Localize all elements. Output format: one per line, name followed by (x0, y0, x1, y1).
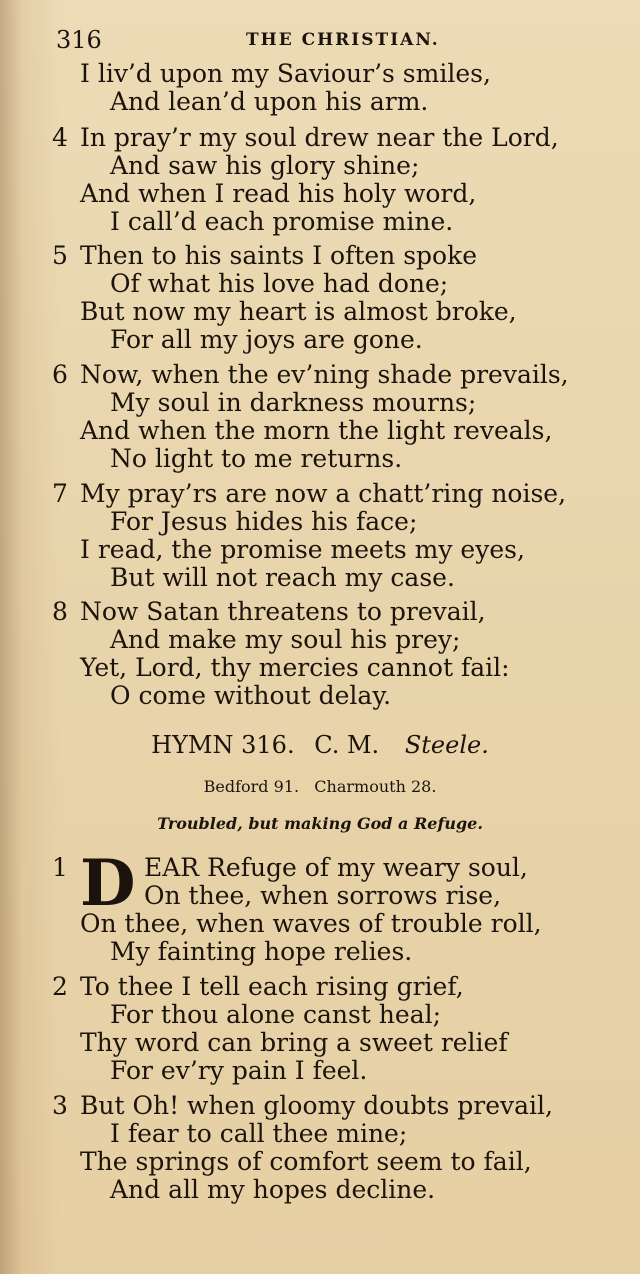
stanza-number: 7 (52, 479, 68, 508)
verse-line: Of what his love had done; (110, 269, 449, 298)
stanza-3 (52, 1092, 622, 1204)
verse-line: But Oh! when gloomy doubts prevail, (80, 1091, 553, 1120)
stanza-7 (52, 480, 622, 592)
verse-line: I fear to call thee mine; (110, 1119, 408, 1148)
stanza-number: 6 (52, 360, 68, 389)
stanza-2 (52, 973, 622, 1085)
stanza-4 (52, 124, 622, 236)
running-head: THE CHRISTIAN. (246, 30, 440, 50)
verse-line: For thou alone canst heal; (110, 1000, 442, 1029)
verse-line: I read, the promise meets my eyes, (80, 535, 525, 564)
stanza-number: 8 (52, 597, 68, 626)
verse-line: And when I read his holy word, (80, 179, 477, 208)
hymn-title (0, 730, 640, 760)
drop-cap: D (80, 846, 136, 921)
verse-line: But now my heart is almost broke, (80, 297, 517, 326)
verse-line: And lean’d upon his arm. (110, 87, 429, 116)
verse-line: On thee, when sorrows rise, (144, 881, 502, 910)
verse-line: In pray’r my soul drew near the Lord, (80, 123, 559, 152)
verse-line: My fainting hope relies. (110, 937, 413, 966)
page-number: 316 (56, 26, 102, 54)
verse-line: For ev’ry pain I feel. (110, 1056, 368, 1085)
stanza-number: 2 (52, 972, 68, 1001)
verse-line: And saw his glory shine; (110, 151, 420, 180)
verse-line: And all my hopes decline. (110, 1175, 436, 1204)
verse-line: And when the morn the light reveals, (80, 416, 553, 445)
stanza-number: 3 (52, 1091, 68, 1120)
verse-line: Now Satan threatens to prevail, (80, 597, 486, 626)
hymn-subtitle: Troubled, but making God a Refuge. (157, 814, 483, 833)
verse-line: To thee I tell each rising grief, (80, 972, 464, 1001)
verse-line: Then to his saints I often spoke (80, 241, 478, 270)
verse-line: And make my soul his prey; (110, 625, 461, 654)
verse-line: For Jesus hides his face; (110, 507, 418, 536)
verse-line: My soul in darkness mourns; (110, 388, 477, 417)
hymn-number: HYMN 316. (151, 731, 295, 759)
tune-names: Bedford 91. Charmouth 28. (203, 777, 437, 796)
stanza-1 (52, 846, 622, 966)
stanza-number: 1 (52, 853, 68, 882)
stanza-5 (52, 242, 622, 354)
verse-line: My pray’rs are now a chatt’ring noise, (80, 479, 567, 508)
stanza-number: 5 (52, 241, 68, 270)
verse-line: The springs of comfort seem to fail, (80, 1147, 532, 1176)
verse-line: Now, when the ev’ning shade prevails, (80, 360, 569, 389)
stanza-number: 4 (52, 123, 68, 152)
verse-line: But will not reach my case. (110, 563, 455, 592)
verse-line: I call’d each promise mine. (110, 207, 454, 236)
hymn-author: Steele. (404, 731, 489, 759)
hymn-meter: C. M. (314, 731, 380, 759)
verse-line: On thee, when waves of trouble roll, (80, 909, 542, 938)
verse-line: I liv’d upon my Saviour’s smiles, (80, 59, 491, 88)
verse-line: For all my joys are gone. (110, 325, 423, 354)
page-header (56, 26, 616, 56)
stanza-continued (52, 60, 622, 116)
stanza-8 (52, 598, 622, 710)
verse-line: No light to me returns. (110, 444, 403, 473)
stanza-6 (52, 361, 622, 473)
verse-line: Thy word can bring a sweet relief (80, 1028, 508, 1057)
verse-line: Yet, Lord, thy mercies cannot fail: (80, 653, 510, 682)
verse-line: EAR Refuge of my weary soul, (144, 853, 528, 882)
verse-line: O come without delay. (110, 681, 392, 710)
